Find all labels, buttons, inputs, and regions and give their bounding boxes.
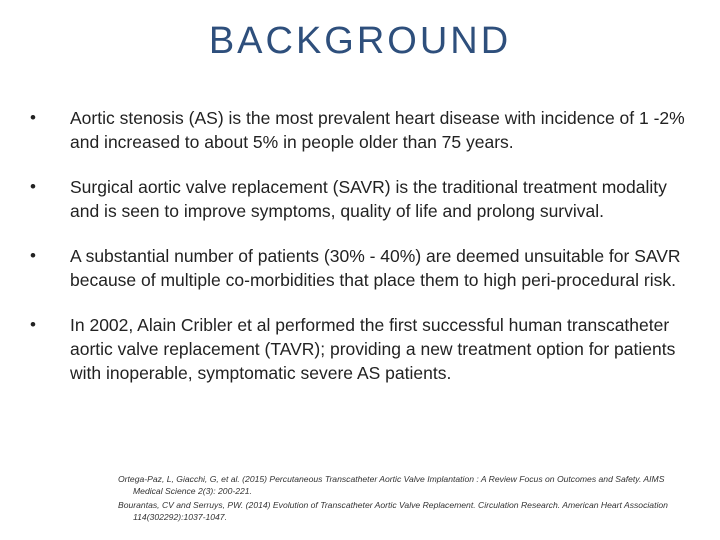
bullet-dot-icon: •	[30, 315, 36, 334]
bullet-dot-icon: •	[30, 177, 36, 196]
bullet-dot-icon: •	[30, 108, 36, 127]
slide-title: BACKGROUND	[208, 20, 512, 62]
bullet-text: In 2002, Alain Cribler et al performed the first successful human transcatheter aortic valve replacement (TAVR); providing a new treatment option for patients with inoperable, symptomatic severe AS patients.	[70, 315, 676, 383]
reference-item: Bourantas, CV and Serruys, PW. (2014) Evolution of Transcatheter Aortic Valve Replacement. Circulation Research. American Heart Association 114(302292):1037-1047.	[118, 500, 668, 522]
bullet-text: A substantial number of patients (30% - 40%) are deemed unsuitable for SAVR because of multiple co-morbidities that place them to high peri-procedural risk.	[70, 246, 681, 290]
bullet-item	[30, 106, 690, 154]
bullet-dot-icon: •	[30, 246, 36, 265]
reference-item: Ortega-Paz, L, Giacchi, G, et al. (2015) Percutaneous Transcatheter Aortic Valve Implantation : A Review Focus on Outcomes and Safety. AIMS Medical Science 2(3): 200-221.	[118, 474, 665, 496]
bullet-text: Surgical aortic valve replacement (SAVR) is the traditional treatment modality and is seen to improve symptoms, quality of life and prolong survival.	[70, 177, 667, 221]
bullet-item	[30, 175, 690, 223]
bullet-list	[30, 106, 690, 385]
references	[118, 473, 678, 523]
bullet-text: Aortic stenosis (AS) is the most prevalent heart disease with incidence of 1 -2% and increased to about 5% in people older than 75 years.	[70, 108, 685, 152]
bullet-item	[30, 313, 690, 385]
bullet-item	[30, 244, 690, 292]
